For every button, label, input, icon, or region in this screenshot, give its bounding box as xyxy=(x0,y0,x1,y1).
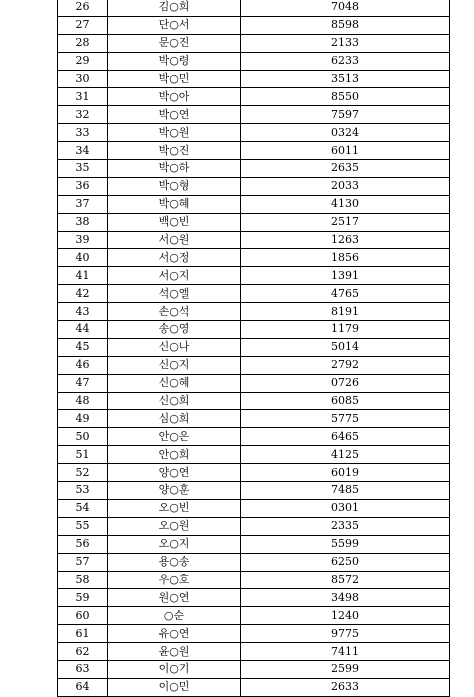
code-cell: 6085 xyxy=(241,392,450,410)
masked-name-cell: 김○희 xyxy=(108,0,241,16)
masked-name-cell: 오○지 xyxy=(108,535,241,553)
code-cell: 9775 xyxy=(241,625,450,643)
row-number-cell: 57 xyxy=(58,553,108,571)
row-number-cell: 47 xyxy=(58,374,108,392)
row-number-cell: 36 xyxy=(58,177,108,195)
row-number-cell: 48 xyxy=(58,392,108,410)
table-row xyxy=(58,213,450,231)
code-cell: 7485 xyxy=(241,482,450,500)
masked-name-cell: 심○희 xyxy=(108,410,241,428)
table-row xyxy=(58,0,450,16)
masked-name-cell: 신○나 xyxy=(108,338,241,356)
code-cell: 8550 xyxy=(241,88,450,106)
row-number-cell: 40 xyxy=(58,249,108,267)
table-row xyxy=(58,160,450,178)
row-number-cell: 55 xyxy=(58,517,108,535)
code-cell: 6019 xyxy=(241,464,450,482)
table-row xyxy=(58,428,450,446)
code-cell: 0301 xyxy=(241,499,450,517)
table-row xyxy=(58,285,450,303)
masked-name-cell: 백○빈 xyxy=(108,213,241,231)
code-cell: 8191 xyxy=(241,303,450,321)
row-number-cell: 37 xyxy=(58,195,108,213)
table-row xyxy=(58,589,450,607)
table-row xyxy=(58,499,450,517)
table-row xyxy=(58,142,450,160)
row-number-cell: 64 xyxy=(58,678,108,696)
table-row xyxy=(58,535,450,553)
code-cell: 5775 xyxy=(241,410,450,428)
code-cell: 6465 xyxy=(241,428,450,446)
masked-name-cell: 오○원 xyxy=(108,517,241,535)
masked-name-cell: 박○하 xyxy=(108,160,241,178)
code-cell: 5599 xyxy=(241,535,450,553)
row-number-cell: 61 xyxy=(58,625,108,643)
code-cell: 6250 xyxy=(241,553,450,571)
masked-name-cell: 석○엘 xyxy=(108,285,241,303)
masked-name-cell: 박○원 xyxy=(108,124,241,142)
code-cell: 3513 xyxy=(241,70,450,88)
masked-name-cell: 박○형 xyxy=(108,177,241,195)
row-number-cell: 59 xyxy=(58,589,108,607)
row-number-cell: 44 xyxy=(58,321,108,339)
table-row xyxy=(58,34,450,52)
masked-name-cell: 송○영 xyxy=(108,321,241,339)
code-cell: 1240 xyxy=(241,607,450,625)
masked-name-cell: 안○희 xyxy=(108,446,241,464)
table-row xyxy=(58,374,450,392)
code-cell: 2599 xyxy=(241,660,450,678)
code-cell: 1263 xyxy=(241,231,450,249)
row-number-cell: 58 xyxy=(58,571,108,589)
row-number-cell: 34 xyxy=(58,142,108,160)
code-cell: 7597 xyxy=(241,106,450,124)
masked-name-cell: 양○훈 xyxy=(108,482,241,500)
table-row xyxy=(58,88,450,106)
table-row xyxy=(58,124,450,142)
masked-name-cell: ○순 xyxy=(108,607,241,625)
masked-name-cell: 안○은 xyxy=(108,428,241,446)
table-row xyxy=(58,446,450,464)
masked-name-cell: 박○령 xyxy=(108,52,241,70)
code-cell: 2517 xyxy=(241,213,450,231)
row-number-cell: 50 xyxy=(58,428,108,446)
row-number-cell: 26 xyxy=(58,0,108,16)
table-row xyxy=(58,660,450,678)
table-row xyxy=(58,356,450,374)
table-row xyxy=(58,678,450,696)
row-number-cell: 54 xyxy=(58,499,108,517)
masked-name-cell: 신○혜 xyxy=(108,374,241,392)
row-number-cell: 45 xyxy=(58,338,108,356)
masked-name-cell: 용○송 xyxy=(108,553,241,571)
masked-name-cell: 단○서 xyxy=(108,16,241,34)
table-row xyxy=(58,607,450,625)
row-number-cell: 46 xyxy=(58,356,108,374)
row-number-cell: 33 xyxy=(58,124,108,142)
code-cell: 7048 xyxy=(241,0,450,16)
row-number-cell: 42 xyxy=(58,285,108,303)
masked-name-cell: 이○민 xyxy=(108,678,241,696)
row-number-cell: 51 xyxy=(58,446,108,464)
masked-name-cell: 박○민 xyxy=(108,70,241,88)
row-number-cell: 32 xyxy=(58,106,108,124)
masked-name-cell: 오○빈 xyxy=(108,499,241,517)
table-row xyxy=(58,553,450,571)
masked-name-cell: 양○연 xyxy=(108,464,241,482)
masked-name-cell: 이○기 xyxy=(108,660,241,678)
masked-name-cell: 박○진 xyxy=(108,142,241,160)
masked-name-cell: 유○연 xyxy=(108,625,241,643)
masked-name-cell: 우○호 xyxy=(108,571,241,589)
code-cell: 2133 xyxy=(241,34,450,52)
table-row xyxy=(58,267,450,285)
row-number-cell: 29 xyxy=(58,52,108,70)
code-cell: 8598 xyxy=(241,16,450,34)
row-number-cell: 35 xyxy=(58,160,108,178)
table-row xyxy=(58,338,450,356)
row-number-cell: 60 xyxy=(58,607,108,625)
table-row xyxy=(58,195,450,213)
code-cell: 8572 xyxy=(241,571,450,589)
code-cell: 6011 xyxy=(241,142,450,160)
code-cell: 3498 xyxy=(241,589,450,607)
row-number-cell: 56 xyxy=(58,535,108,553)
roster-table-body xyxy=(58,0,450,696)
table-row xyxy=(58,643,450,661)
row-number-cell: 43 xyxy=(58,303,108,321)
masked-name-cell: 서○지 xyxy=(108,267,241,285)
code-cell: 2792 xyxy=(241,356,450,374)
table-row xyxy=(58,177,450,195)
masked-name-cell: 서○정 xyxy=(108,249,241,267)
table-row xyxy=(58,106,450,124)
code-cell: 4765 xyxy=(241,285,450,303)
table-row xyxy=(58,321,450,339)
table-row xyxy=(58,16,450,34)
code-cell: 2335 xyxy=(241,517,450,535)
table-row xyxy=(58,392,450,410)
code-cell: 7411 xyxy=(241,643,450,661)
code-cell: 2635 xyxy=(241,160,450,178)
masked-name-cell: 손○석 xyxy=(108,303,241,321)
table-row xyxy=(58,70,450,88)
table-row xyxy=(58,410,450,428)
masked-name-cell: 문○진 xyxy=(108,34,241,52)
row-number-cell: 62 xyxy=(58,643,108,661)
code-cell: 2633 xyxy=(241,678,450,696)
masked-name-cell: 신○지 xyxy=(108,356,241,374)
row-number-cell: 39 xyxy=(58,231,108,249)
code-cell: 4125 xyxy=(241,446,450,464)
row-number-cell: 52 xyxy=(58,464,108,482)
code-cell: 5014 xyxy=(241,338,450,356)
row-number-cell: 63 xyxy=(58,660,108,678)
table-row xyxy=(58,464,450,482)
code-cell: 1856 xyxy=(241,249,450,267)
row-number-cell: 38 xyxy=(58,213,108,231)
row-number-cell: 28 xyxy=(58,34,108,52)
code-cell: 2033 xyxy=(241,177,450,195)
row-number-cell: 41 xyxy=(58,267,108,285)
table-row xyxy=(58,231,450,249)
table-row xyxy=(58,249,450,267)
table-row xyxy=(58,303,450,321)
row-number-cell: 49 xyxy=(58,410,108,428)
table-row xyxy=(58,625,450,643)
row-number-cell: 31 xyxy=(58,88,108,106)
table-row xyxy=(58,52,450,70)
code-cell: 6233 xyxy=(241,52,450,70)
row-number-cell: 53 xyxy=(58,482,108,500)
masked-name-cell: 서○원 xyxy=(108,231,241,249)
code-cell: 4130 xyxy=(241,195,450,213)
masked-name-cell: 박○연 xyxy=(108,106,241,124)
masked-name-cell: 원○연 xyxy=(108,589,241,607)
row-number-cell: 30 xyxy=(58,70,108,88)
code-cell: 1391 xyxy=(241,267,450,285)
code-cell: 1179 xyxy=(241,321,450,339)
table-row xyxy=(58,517,450,535)
code-cell: 0726 xyxy=(241,374,450,392)
table-row xyxy=(58,571,450,589)
masked-name-cell: 박○아 xyxy=(108,88,241,106)
table-row xyxy=(58,482,450,500)
masked-name-cell: 윤○원 xyxy=(108,643,241,661)
code-cell: 0324 xyxy=(241,124,450,142)
row-number-cell: 27 xyxy=(58,16,108,34)
masked-name-cell: 신○희 xyxy=(108,392,241,410)
masked-name-cell: 박○혜 xyxy=(108,195,241,213)
roster-table xyxy=(57,0,450,697)
